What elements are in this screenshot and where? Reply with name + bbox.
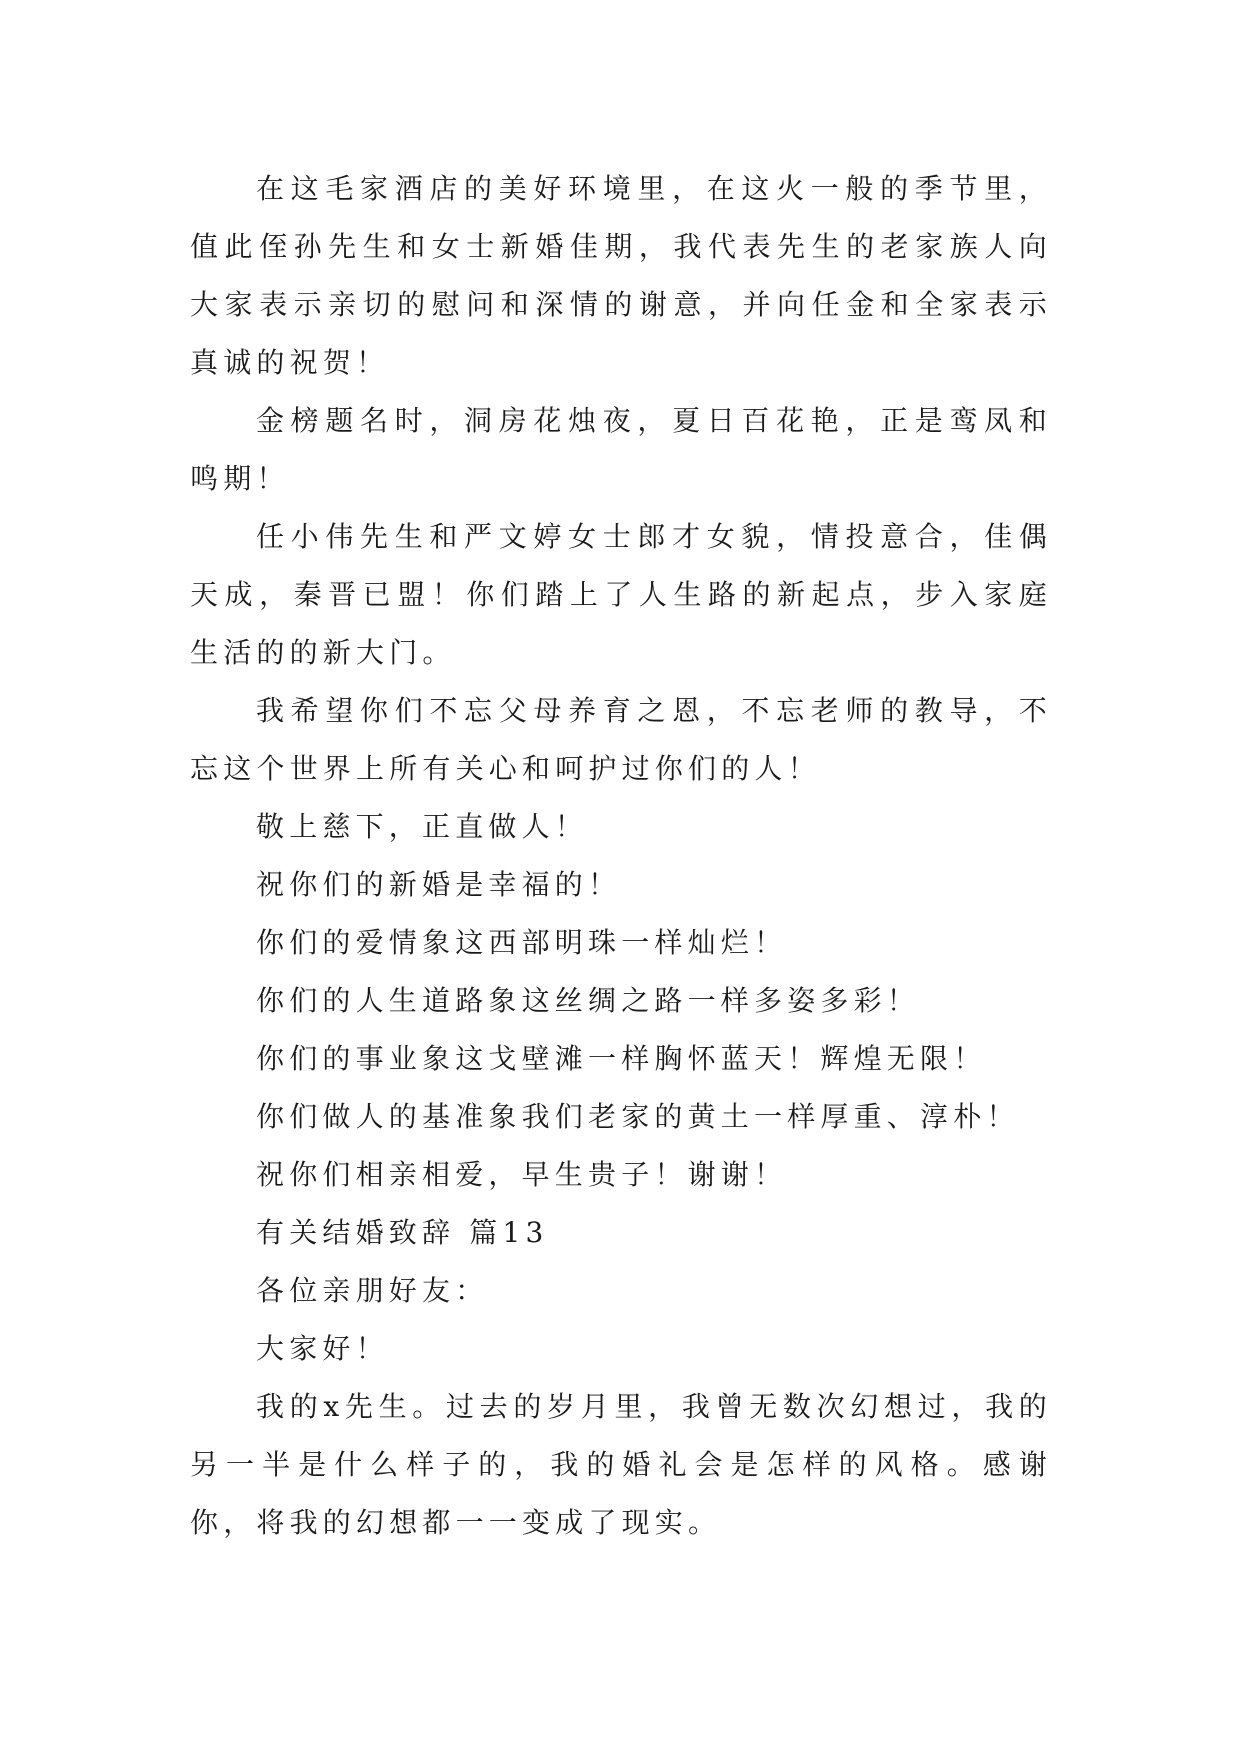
paragraph-couplet: 金榜题名时，洞房花烛夜，夏日百花艳，正是鸾凤和鸣期！	[190, 404, 1052, 495]
paragraph-wish-love: 你们的爱情象这西部明珠一样灿烂！	[256, 926, 788, 959]
paragraph-wish-life: 你们的人生道路象这丝绸之路一样多姿多彩！	[256, 984, 921, 1017]
paragraph-respect: 敬上慈下，正直做人！	[256, 810, 589, 843]
paragraph-salutation: 各位亲朋好友：	[256, 1274, 489, 1307]
paragraph-wish-happy: 祝你们的新婚是幸福的！	[256, 868, 622, 901]
paragraph-closing-thanks: 祝你们相亲相爱，早生贵子！谢谢！	[256, 1158, 788, 1191]
section-heading: 有关结婚致辞 篇13	[256, 1216, 549, 1249]
paragraph-wish-character: 你们做人的基准象我们老家的黄土一样厚重、淳朴！	[256, 1100, 1020, 1133]
document-body	[190, 160, 1052, 1552]
paragraph-speech-body: 我的x先生。过去的岁月里，我曾无数次幻想过，我的另一半是什么样子的，我的婚礼会是怎样的风格。感谢你，将我的幻想都一一变成了现实。	[190, 1390, 1052, 1539]
paragraph-hope: 我希望你们不忘父母养育之恩，不忘老师的教导，不忘这个世界上所有关心和呵护过你们的人！	[190, 694, 1052, 785]
paragraph-greeting-intro: 在这毛家酒店的美好环境里，在这火一般的季节里，值此侄孙先生和女士新婚佳期，我代表先生的老家族人向大家表示亲切的慰问和深情的谢意，并向任金和全家表示真诚的祝贺！	[190, 172, 1052, 379]
paragraph-wish-career: 你们的事业象这戈壁滩一样胸怀蓝天！辉煌无限！	[256, 1042, 987, 1075]
paragraph-hello: 大家好！	[256, 1332, 389, 1365]
paragraph-couple-praise: 任小伟先生和严文婷女士郎才女貌，情投意合，佳偶天成，秦晋已盟！你们踏上了人生路的新起点，步入家庭生活的的新大门。	[190, 520, 1052, 669]
